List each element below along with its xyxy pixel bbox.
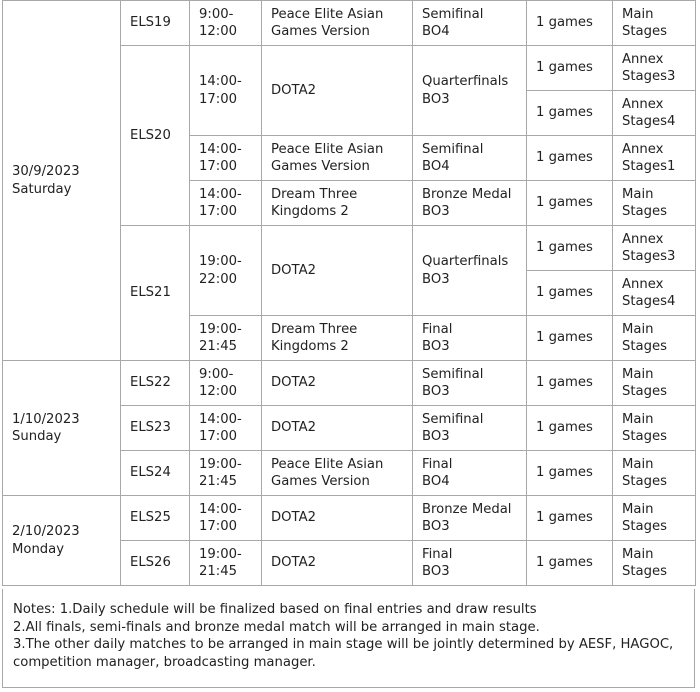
note-line: 3.The other daily matches to be arranged in main stage will be jointly determined by AESF, HAGOC,: [13, 637, 674, 652]
time-cell: 14:00- 17:00: [190, 496, 262, 541]
table-row: [3, 361, 696, 406]
games-count-cell: 1 games: [527, 361, 613, 406]
game-cell: Dream Three Kingdoms 2: [262, 181, 413, 226]
note-line: 2.All finals, semi-finals and bronze medal match will be arranged in main stage.: [13, 619, 540, 635]
session-cell: ELS26: [121, 541, 190, 586]
time-cell: 19:00- 21:45: [190, 316, 262, 361]
games-count-cell: 1 games: [527, 316, 613, 361]
stage-cell: Semifinal BO3: [413, 406, 527, 451]
game-cell: DOTA2: [262, 496, 413, 541]
games-count-cell: 1 games: [527, 136, 613, 181]
game-cell: Peace Elite Asian Games Version: [262, 1, 413, 46]
schedule-table: [2, 0, 696, 586]
venue-cell: Main Stages: [613, 361, 696, 406]
stage-cell: Bronze Medal BO3: [413, 496, 527, 541]
games-count-cell: 1 games: [527, 496, 613, 541]
time-cell: 14:00- 17:00: [190, 181, 262, 226]
date-cell: 30/9/2023 Saturday: [3, 1, 121, 361]
time-cell: 14:00- 17:00: [190, 136, 262, 181]
session-cell: ELS20: [121, 46, 190, 226]
table-row: [3, 1, 696, 46]
games-count-cell: 1 games: [527, 46, 613, 91]
game-cell: Dream Three Kingdoms 2: [262, 316, 413, 361]
venue-cell: Main Stages: [613, 316, 696, 361]
time-cell: 19:00- 21:45: [190, 541, 262, 586]
games-count-cell: 1 games: [527, 226, 613, 271]
session-cell: ELS21: [121, 226, 190, 361]
session-cell: ELS23: [121, 406, 190, 451]
session-cell: ELS19: [121, 1, 190, 46]
games-count-cell: 1 games: [527, 181, 613, 226]
venue-cell: Annex Stages4: [613, 271, 696, 316]
game-cell: DOTA2: [262, 541, 413, 586]
venue-cell: Main Stages: [613, 451, 696, 496]
time-cell: 9:00- 12:00: [190, 1, 262, 46]
game-cell: Peace Elite Asian Games Version: [262, 451, 413, 496]
time-cell: 9:00- 12:00: [190, 361, 262, 406]
stage-cell: Bronze Medal BO3: [413, 181, 527, 226]
game-cell: DOTA2: [262, 46, 413, 136]
stage-cell: Quarterfinals BO3: [413, 46, 527, 136]
venue-cell: Main Stages: [613, 1, 696, 46]
time-cell: 14:00- 17:00: [190, 46, 262, 136]
stage-cell: Semifinal BO4: [413, 136, 527, 181]
session-cell: ELS24: [121, 451, 190, 496]
games-count-cell: 1 games: [527, 271, 613, 316]
stage-cell: Final BO3: [413, 316, 527, 361]
date-cell: 2/10/2023 Monday: [3, 496, 121, 586]
stage-cell: Final BO4: [413, 451, 527, 496]
games-count-cell: 1 games: [527, 1, 613, 46]
venue-cell: Annex Stages3: [613, 46, 696, 91]
date-cell: 1/10/2023 Sunday: [3, 361, 121, 496]
stage-cell: Final BO3: [413, 541, 527, 586]
time-cell: 14:00- 17:00: [190, 406, 262, 451]
game-cell: DOTA2: [262, 226, 413, 316]
time-cell: 19:00- 22:00: [190, 226, 262, 316]
note-line: competition manager, broadcasting manager.: [13, 654, 316, 670]
venue-cell: Annex Stages1: [613, 136, 696, 181]
venue-cell: Main Stages: [613, 496, 696, 541]
time-cell: 19:00- 21:45: [190, 451, 262, 496]
session-cell: ELS25: [121, 496, 190, 541]
venue-cell: Main Stages: [613, 181, 696, 226]
game-cell: DOTA2: [262, 361, 413, 406]
table-row: [3, 496, 696, 541]
games-count-cell: 1 games: [527, 541, 613, 586]
note-line: Notes: 1.Daily schedule will be finalized based on final entries and draw results: [13, 602, 537, 617]
game-cell: DOTA2: [262, 406, 413, 451]
notes-box: [2, 589, 695, 688]
session-cell: ELS22: [121, 361, 190, 406]
games-count-cell: 1 games: [527, 91, 613, 136]
stage-cell: Semifinal BO3: [413, 361, 527, 406]
venue-cell: Main Stages: [613, 541, 696, 586]
game-cell: Peace Elite Asian Games Version: [262, 136, 413, 181]
venue-cell: Main Stages: [613, 406, 696, 451]
stage-cell: Semifinal BO4: [413, 1, 527, 46]
games-count-cell: 1 games: [527, 451, 613, 496]
games-count-cell: 1 games: [527, 406, 613, 451]
venue-cell: Annex Stages3: [613, 226, 696, 271]
venue-cell: Annex Stages4: [613, 91, 696, 136]
stage-cell: Quarterfinals BO3: [413, 226, 527, 316]
